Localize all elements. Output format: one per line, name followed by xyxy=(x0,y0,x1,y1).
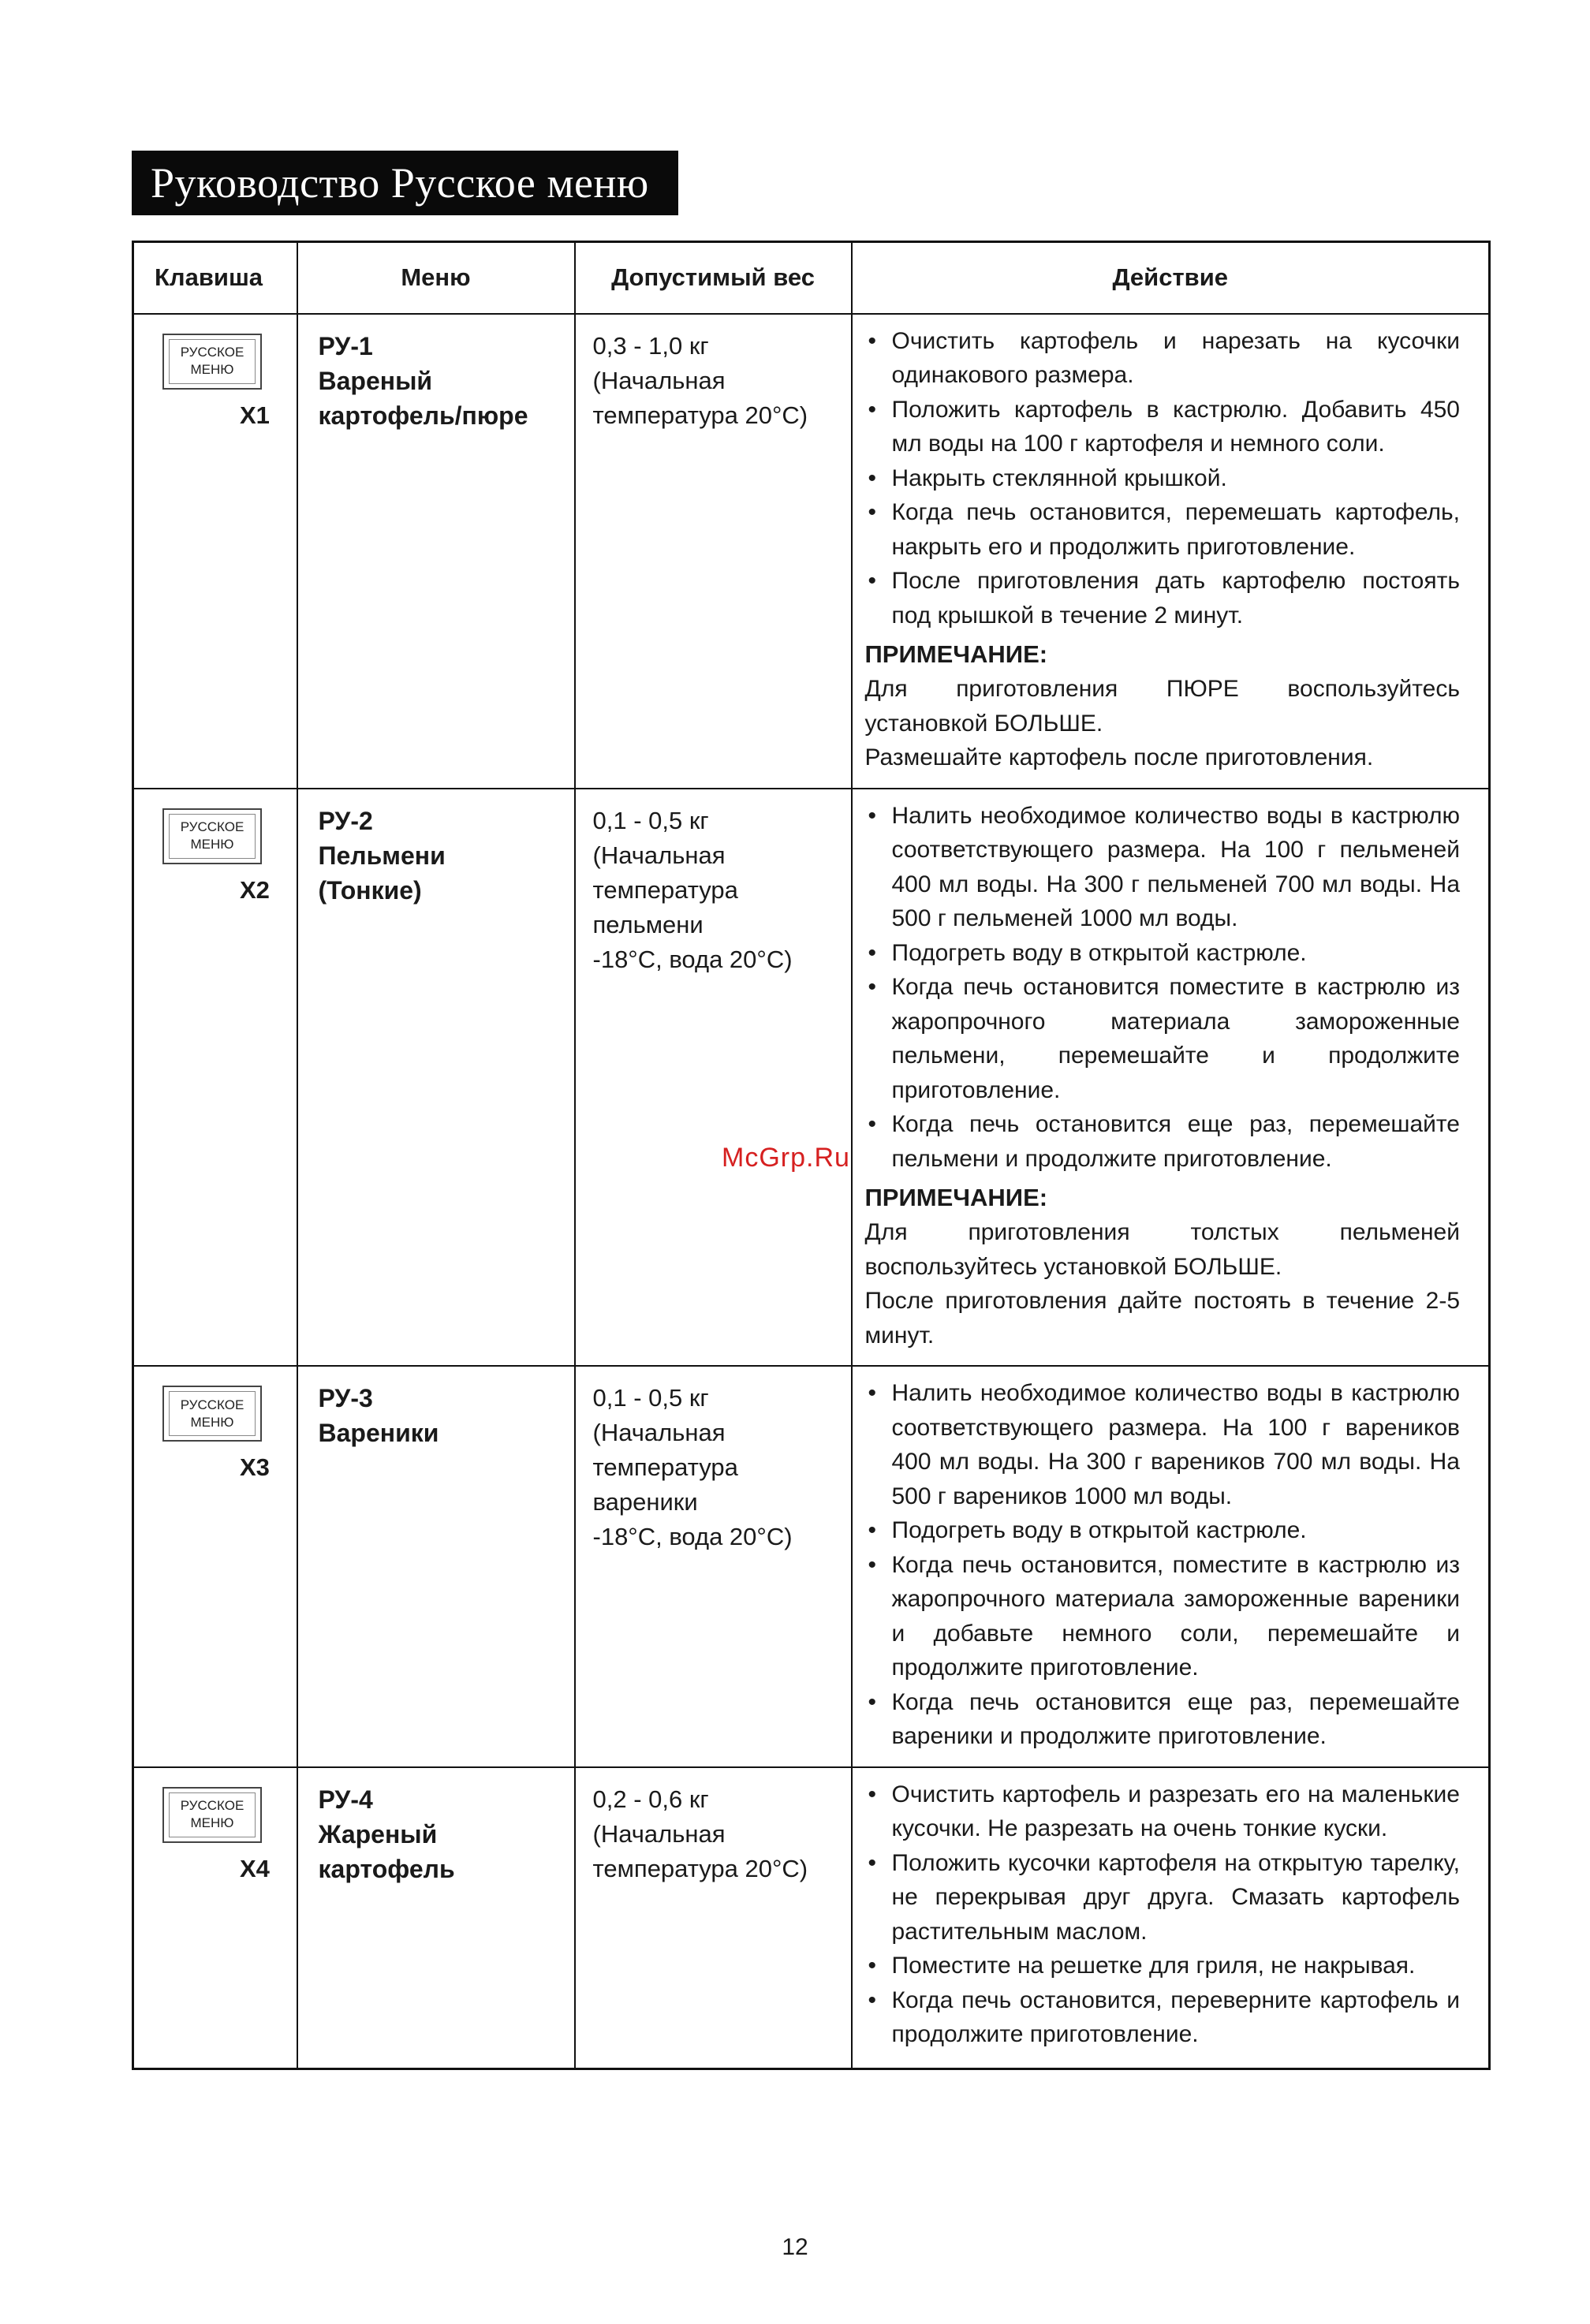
key-cell xyxy=(133,789,297,1367)
russian-menu-key[interactable] xyxy=(162,1386,262,1442)
table-row xyxy=(133,314,1490,789)
action-step: • Когда печь остановится поместите в кастрюлю из жаропрочного материала замороженные пельмени, перемешайте и продолжите приготовление. xyxy=(865,970,1461,1107)
action-steps-list xyxy=(865,1376,1461,1754)
action-steps-list xyxy=(865,324,1461,633)
header-menu: Меню xyxy=(297,242,575,314)
action-step: • Накрыть стеклянной крышкой. xyxy=(865,461,1461,496)
key-label-line-2: МЕНЮ xyxy=(190,1414,234,1430)
menu-cell xyxy=(297,1366,575,1767)
table-row xyxy=(133,1767,1490,2069)
table-header-row xyxy=(133,242,1490,314)
watermark: McGrp.Ru xyxy=(722,1143,850,1173)
menu-cell xyxy=(297,314,575,789)
menu-code: РУ-1 xyxy=(318,331,373,360)
key-press-count: X3 xyxy=(240,1453,270,1481)
key-press-count: X4 xyxy=(240,1854,270,1882)
key-cell xyxy=(133,1767,297,2069)
action-cell xyxy=(852,1767,1490,2069)
action-step: • Положить кусочки картофеля на открытую тарелку, не перекрывая друг друга. Смазать картофель растительным маслом. xyxy=(865,1846,1461,1949)
page-title: Руководство Русское меню xyxy=(132,151,678,215)
action-step: • Подогреть воду в открытой кастрюле. xyxy=(865,936,1461,971)
note-title: ПРИМЕЧАНИЕ: xyxy=(864,640,1048,668)
action-cell xyxy=(852,1366,1490,1767)
weight-cell: 0,1 - 0,5 кг (Начальная температура пельмени -18°С, вода 20°С) xyxy=(575,789,852,1367)
key-label-line-1: РУССКОЕ xyxy=(180,819,244,834)
key-label-line-1: РУССКОЕ xyxy=(180,1397,244,1412)
note-line: Размешайте картофель после приготовления. xyxy=(864,744,1374,770)
key-press-count: X1 xyxy=(240,401,270,429)
table-row xyxy=(133,789,1490,1367)
action-step: • Подогреть воду в открытой кастрюле. xyxy=(865,1513,1461,1548)
weight-cell: 0,2 - 0,6 кг (Начальная температура 20°С) xyxy=(575,1767,852,2069)
weight-cell: 0,3 - 1,0 кг (Начальная температура 20°С) xyxy=(575,314,852,789)
key-cell xyxy=(133,314,297,789)
action-step: • Положить картофель в кастрюлю. Добавить 450 мл воды на 100 г картофеля и немного соли. xyxy=(865,393,1461,461)
menu-code: РУ-2 xyxy=(318,806,373,835)
note-title: ПРИМЕЧАНИЕ: xyxy=(864,1184,1048,1211)
russian-menu-key[interactable] xyxy=(162,1787,262,1843)
menu-code: РУ-3 xyxy=(318,1384,373,1412)
menu-code: РУ-4 xyxy=(318,1785,373,1814)
russian-menu-key[interactable] xyxy=(162,334,262,390)
action-step: • Когда печь остановится еще раз, перемешайте вареники и продолжите приготовление. xyxy=(865,1685,1461,1754)
menu-name: Пельмени (Тонкие) xyxy=(318,841,446,905)
action-step: • Когда печь остановится еще раз, перемешайте пельмени и продолжите приготовление. xyxy=(865,1107,1461,1176)
action-steps-list xyxy=(865,1778,1461,2052)
note-line: Для приготовления ПЮРЕ воспользуйтесь установкой БОЛЬШЕ. xyxy=(864,676,1460,737)
action-step: • Когда печь остановится, переверните картофель и продолжите приготовление. xyxy=(865,1983,1461,2052)
key-label-line-2: МЕНЮ xyxy=(190,1815,234,1830)
action-step: • Когда печь остановится, поместите в кастрюлю из жаропрочного материала замороженные вареники и добавьте немного соли, перемешайте и продолжите приготовление. xyxy=(865,1548,1461,1685)
action-step: • Очистить картофель и нарезать на кусочки одинакового размера. xyxy=(865,324,1461,393)
action-cell xyxy=(852,789,1490,1367)
russian-menu-key[interactable] xyxy=(162,808,262,864)
header-key: Клавиша xyxy=(133,242,297,314)
key-label-line-2: МЕНЮ xyxy=(190,362,234,377)
key-press-count: X2 xyxy=(240,875,270,904)
menu-name: Жареный картофель xyxy=(318,1819,455,1883)
action-step: • После приготовления дать картофелю постоять под крышкой в течение 2 минут. xyxy=(865,564,1461,632)
key-label-line-1: РУССКОЕ xyxy=(180,345,244,360)
note-line: После приготовления дайте постоять в течение 2-5 минут. xyxy=(864,1288,1460,1349)
menu-cell xyxy=(297,789,575,1367)
weight-cell: 0,1 - 0,5 кг (Начальная температура вареники -18°С, вода 20°С) xyxy=(575,1366,852,1767)
key-label-line-2: МЕНЮ xyxy=(190,837,234,852)
key-cell xyxy=(133,1366,297,1767)
menu-name: Вареный картофель/пюре xyxy=(318,366,528,430)
key-label-line-1: РУССКОЕ xyxy=(180,1798,244,1813)
action-cell xyxy=(852,314,1490,789)
menu-name: Вареники xyxy=(318,1419,439,1447)
header-action: Действие xyxy=(852,242,1490,314)
page-number: 12 xyxy=(782,2234,808,2260)
action-step: • Очистить картофель и разрезать его на маленькие кусочки. Не разрезать на очень тонкие куски. xyxy=(865,1778,1461,1846)
menu-cell xyxy=(297,1767,575,2069)
action-step: • Когда печь остановится, перемешать картофель, накрыть его и продолжить приготовление. xyxy=(865,495,1461,564)
action-step: • Налить необходимое количество воды в кастрюлю соответствующего размера. На 100 г вареников 400 мл воды. На 300 г вареников 700 мл воды. На 500 г вареников 1000 мл воды. xyxy=(865,1376,1461,1513)
header-weight: Допустимый вес xyxy=(575,242,852,314)
action-steps-list xyxy=(865,799,1461,1177)
action-step: • Налить необходимое количество воды в кастрюлю соответствующего размера. На 100 г пельменей 400 мл воды. На 300 г пельменей 700 мл воды. На 500 г пельменей 1000 мл воды. xyxy=(865,799,1461,936)
note-line: Для приготовления толстых пельменей воспользуйтесь установкой БОЛЬШЕ. xyxy=(864,1219,1460,1280)
action-step: • Поместите на решетке для гриля, не накрывая. xyxy=(865,1949,1461,1983)
table-row xyxy=(133,1366,1490,1767)
